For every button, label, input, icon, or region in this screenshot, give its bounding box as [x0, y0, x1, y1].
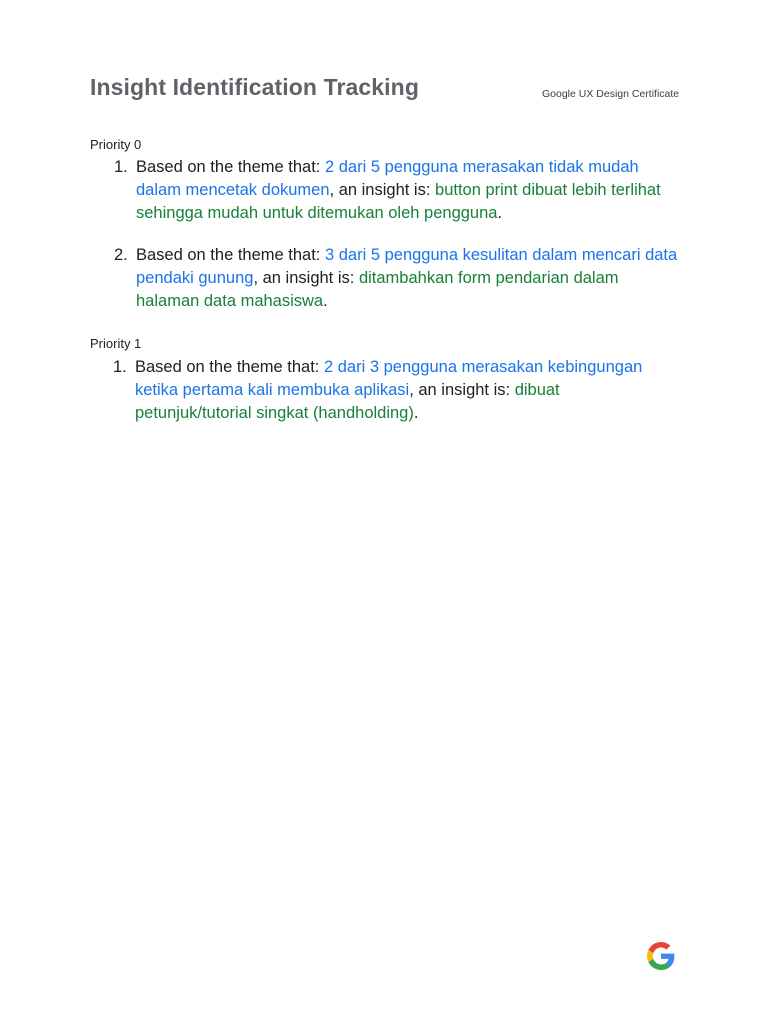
item-insight: dibuat petunjuk/tutorial singkat (handholding): [135, 381, 560, 422]
insight-item: [114, 244, 681, 313]
item-theme: 2 dari 3 pengguna merasakan kebingungan ketika pertama kali membuka aplikasi: [135, 358, 643, 399]
section-label-priority-1: Priority 1: [90, 336, 142, 351]
item-theme: 2 dari 5 pengguna merasakan tidak mudah dalam mencetak dokumen: [136, 158, 639, 199]
item-middle: , an insight is:: [329, 181, 436, 199]
item-middle: , an insight is:: [253, 269, 359, 287]
item-prefix: Based on the theme that:: [136, 158, 325, 176]
item-end: .: [413, 404, 419, 422]
item-middle: , an insight is:: [409, 381, 515, 399]
page-title: Insight Identification Tracking: [90, 74, 419, 100]
item-number: 1.: [113, 358, 127, 376]
item-end: .: [323, 292, 328, 310]
insight-item: [114, 156, 681, 225]
insight-item: [113, 356, 680, 425]
section-label-priority-0: Priority 0: [90, 137, 142, 152]
item-theme: 3 dari 5 pengguna kesulitan dalam mencari data pendaki gunung: [136, 246, 678, 287]
item-insight: ditambahkan form pendarian dalam halaman data mahasiswa: [136, 269, 619, 310]
item-prefix: Based on the theme that:: [136, 246, 325, 264]
google-g-icon: [647, 942, 675, 970]
brand-label: Google UX Design Certificate: [542, 88, 680, 100]
item-prefix: Based on the theme that:: [135, 358, 324, 376]
item-number: 2.: [114, 246, 128, 264]
item-number: 1.: [114, 158, 128, 176]
item-end: .: [497, 204, 503, 222]
item-insight: button print dibuat lebih terlihat sehingga mudah untuk ditemukan oleh pengguna: [136, 181, 661, 222]
